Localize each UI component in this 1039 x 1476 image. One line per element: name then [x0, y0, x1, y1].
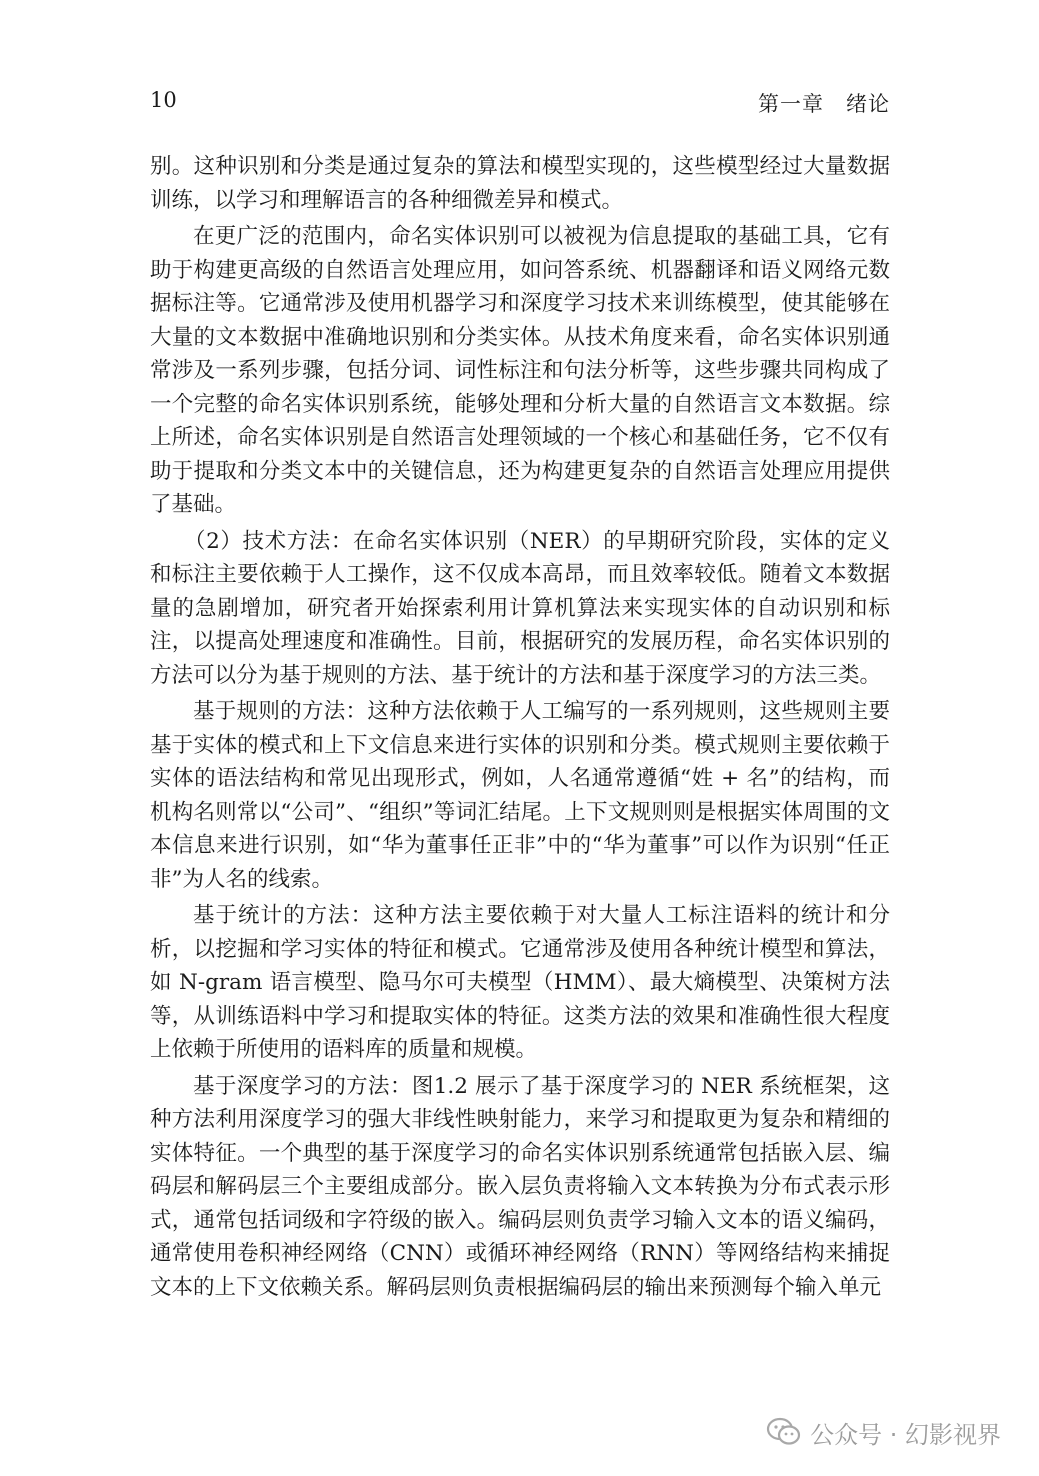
watermark-text: 公众号 · 幻影视界: [810, 1420, 1001, 1449]
watermark: [766, 1412, 1001, 1452]
wechat-icon: [766, 1417, 802, 1447]
paragraph-statistical: 基于统计的方法：这种方法主要依赖于对大量人工标注语料的统计和分析，以挖掘和学习实体的特征和模式。它通常涉及使用各种统计模型和算法，如 N-gram 语言模型、隐马尔可夫模型（HMM）、最大熵模型、决策树方法等，从训练语料中学习和提取实体的特征。这类方法的效果和准确性很大程度上依赖于所使用的语料库的质量和规模。: [150, 903, 890, 1062]
body-text: [150, 150, 890, 1307]
paragraph-ner-overview: 在更广泛的范围内，命名实体识别可以被视为信息提取的基础工具，它有助于构建更高级的自然语言处理应用，如问答系统、机器翻译和语义网络元数据标注等。它通常涉及使用机器学习和深度学习技术来训练模型，使其能够在大量的文本数据中准确地识别和分类实体。从技术角度来看，命名实体识别通常涉及一系列步骤，包括分词、词性标注和句法分析等，这些步骤共同构成了一个完整的命名实体识别系统，能够处理和分析大量的自然语言文本数据。综上所述，命名实体识别是自然语言处理领域的一个核心和基础任务，它不仅有助于提取和分类文本中的关键信息，还为构建更复杂的自然语言处理应用提供了基础。: [150, 224, 890, 517]
paragraph-rule-based: 基于规则的方法：这种方法依赖于人工编写的一系列规则，这些规则主要基于实体的模式和上下文信息来进行实体的识别和分类。模式规则主要依赖于实体的语法结构和常见出现形式，例如，人名通常遵循“姓 + 名”的结构，而机构名则常以“公司”、“组织”等词汇结尾。上下文规则则是根据实体周围的文本信息来进行识别，如“华为董事任正非”中的“华为董事”可以作为识别“任正非”为人名的线索。: [150, 699, 890, 892]
page-number: 10: [150, 88, 177, 112]
page-header: [150, 88, 890, 124]
chapter-title: 第一章 绪论: [758, 92, 890, 116]
paragraph-technical-methods: （2）技术方法：在命名实体识别（NER）的早期研究阶段，实体的定义和标注主要依赖于人工操作，这不仅成本高昂，而且效率较低。随着文本数据量的急剧增加，研究者开始探索利用计算机算法来实现实体的自动识别和标注，以提高处理速度和准确性。目前，根据研究的发展历程，命名实体识别的方法可以分为基于规则的方法、基于统计的方法和基于深度学习的方法三类。: [150, 528, 890, 688]
paragraph-continuation: 别。这种识别和分类是通过复杂的算法和模型实现的，这些模型经过大量数据训练，以学习和理解语言的各种细微差异和模式。: [150, 154, 890, 213]
paragraph-deep-learning: 基于深度学习的方法：图1.2 展示了基于深度学习的 NER 系统框架，这种方法利用深度学习的强大非线性映射能力，来学习和提取更为复杂和精细的实体特征。一个典型的基于深度学习的命名实体识别系统通常包括嵌入层、编码层和解码层三个主要组成部分。嵌入层负责将输入文本转换为分布式表示形式，通常包括词级和字符级的嵌入。编码层则负责学习输入文本的语义编码，通常使用卷积神经网络（CNN）或循环神经网络（RNN）等网络结构来捕捉文本的上下文依赖关系。解码层则负责根据编码层的输出来预测每个输入单元: [150, 1073, 890, 1300]
